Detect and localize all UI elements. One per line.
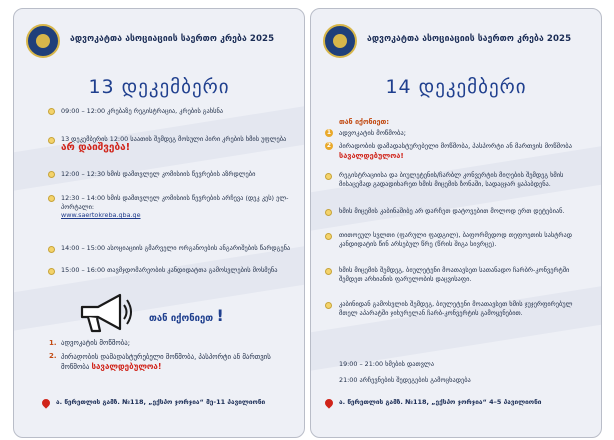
- schedule-item: 15:00 – 16:00 თავმჯდომარეობის კანდიდატთა გამოსვლების მოსმენა: [61, 266, 278, 274]
- bullet-icon: [325, 268, 332, 275]
- day-title: 13 დეკემბერი: [88, 76, 230, 98]
- megaphone-icon: [76, 291, 134, 337]
- bring-item: ადვოკატის მოწმობა;: [61, 339, 131, 347]
- result-time: 19:00 – 21:00 ხმების დათვლა: [339, 360, 434, 368]
- result-time: 21:00 არჩევნების შედეგების გამოცხადება: [339, 376, 471, 384]
- list-number: 1.: [49, 339, 57, 347]
- instruction-item: რეგისტრაციისა და ბიულეტენის/ჩარბლ კონვერტის მიღების შემდეგ ხმის მისაცემად გადადიხარეთ ხმის მიცემის ზონაში, სადაცჯარ ყაპაბდენა.: [339, 171, 564, 188]
- card-header: [323, 19, 593, 63]
- location-pin-icon: [40, 397, 51, 408]
- schedule-item: 14:00 – 15:00 ასოციაციის გმარველი ორგანოების ანგარიშების წარდგენა: [61, 244, 291, 252]
- venue-address: ა. წერეთლის გამზ. №118, „ექსპო ჯორჯია“ მე-11 პავილიონი: [56, 398, 266, 406]
- bullet-icon: [48, 137, 55, 144]
- watermark-stripe: [310, 284, 602, 372]
- instruction-item: ხმის მიცემის შემდეგ, ბიულეტენი მოათავსეთ სათანადო ჩარბრ-კონვერტში შემდეთ არხიანის ფარულობის დაცვისაფი.: [339, 266, 570, 283]
- schedule-item: 09:00 – 12:00 კრებაზე რეგისტრაცია, კრების გახსნა: [61, 107, 224, 115]
- bullet-icon: [48, 108, 55, 115]
- bullet-icon: [48, 171, 55, 178]
- portal-link[interactable]: www.saertokreba.gba.ge: [61, 211, 141, 220]
- bullet-icon: [48, 246, 55, 253]
- bullet-icon: [48, 195, 55, 202]
- day-title: 14 დეკემბერი: [385, 76, 527, 98]
- day2-card: [310, 8, 602, 438]
- instruction-item: თითოეულ სვლთი (ფარული ფადგილ), ბაფორმედოდ თეფოეთის სასტრად კანდიდატის წინ არსებულ წრე (წრის შიგა სივრცე).: [339, 231, 572, 248]
- bring-title: თან იქონიეთ:: [339, 118, 390, 126]
- association-logo-icon: [323, 24, 357, 58]
- list-number: 2.: [49, 352, 57, 360]
- location-pin-icon: [323, 397, 334, 408]
- association-logo-icon: [26, 24, 60, 58]
- schedule-item: 12:30 – 14:00 ხმის დამთვლელ კომისიის წევრების არჩევა (დეკ კეს) ელ-პორტალი: www.saertokreba.gba.ge: [61, 194, 289, 220]
- card-header: [26, 19, 296, 63]
- bullet-icon: [325, 173, 332, 180]
- schedule-item: 13 დეკემბერის 12:00 საათის შემდეგ მოსული პირი კრების ხმის უფლება არ დაიშვება!: [61, 135, 287, 153]
- bullet-icon: [325, 209, 332, 216]
- bullet-icon: [48, 268, 55, 275]
- list-number: 2: [326, 142, 332, 149]
- instruction-item: ხმის მიცემის კაბინაშიბე არ დარჩეთ დატოვებით მოლოდ ერთ დეტებიან.: [339, 207, 565, 215]
- bullet-icon: [325, 233, 332, 240]
- bring-item: პირადობის დამადასტურებელი მოწმობა, პასპორტი ან მართვის მოწმობა სავალდებულოა!: [61, 353, 271, 371]
- instruction-item: კაბინიდან გამოსვლის შემდეგ, ბიულეტენი მოათავსეთ ხმის ჯუჯერფირებულ მთელ აპარატში ჯიხურელან ჩარბ-კონვერტის გამოყენებით.: [339, 300, 573, 317]
- list-number: 1: [326, 129, 332, 136]
- bullet-icon: [325, 302, 332, 309]
- bring-item: პირადობის დამადასტურებელი მოწმობა, პასპორტი ან მართვის მოწმობა სავალდებულოა!: [339, 142, 573, 160]
- day1-card: [13, 8, 305, 438]
- header-title: ადვოკატთა ასოციაციის საერთო კრება 2025: [367, 34, 572, 44]
- schedule-item: 12:00 – 12:30 ხმის დამთვლელ კომისიის წევრების აზრდლები: [61, 170, 256, 178]
- header-title: ადვოკატთა ასოციაციის საერთო კრება 2025: [70, 34, 275, 44]
- venue-address: ა. წერეთლის გამზ. №118, „ექსპო ჯორჯია“ 4–5 პავილიონი: [339, 398, 542, 406]
- bring-title: თან იქონიეთ !: [149, 306, 224, 325]
- bring-item: ადვოკატის მოწმობა;: [339, 129, 406, 137]
